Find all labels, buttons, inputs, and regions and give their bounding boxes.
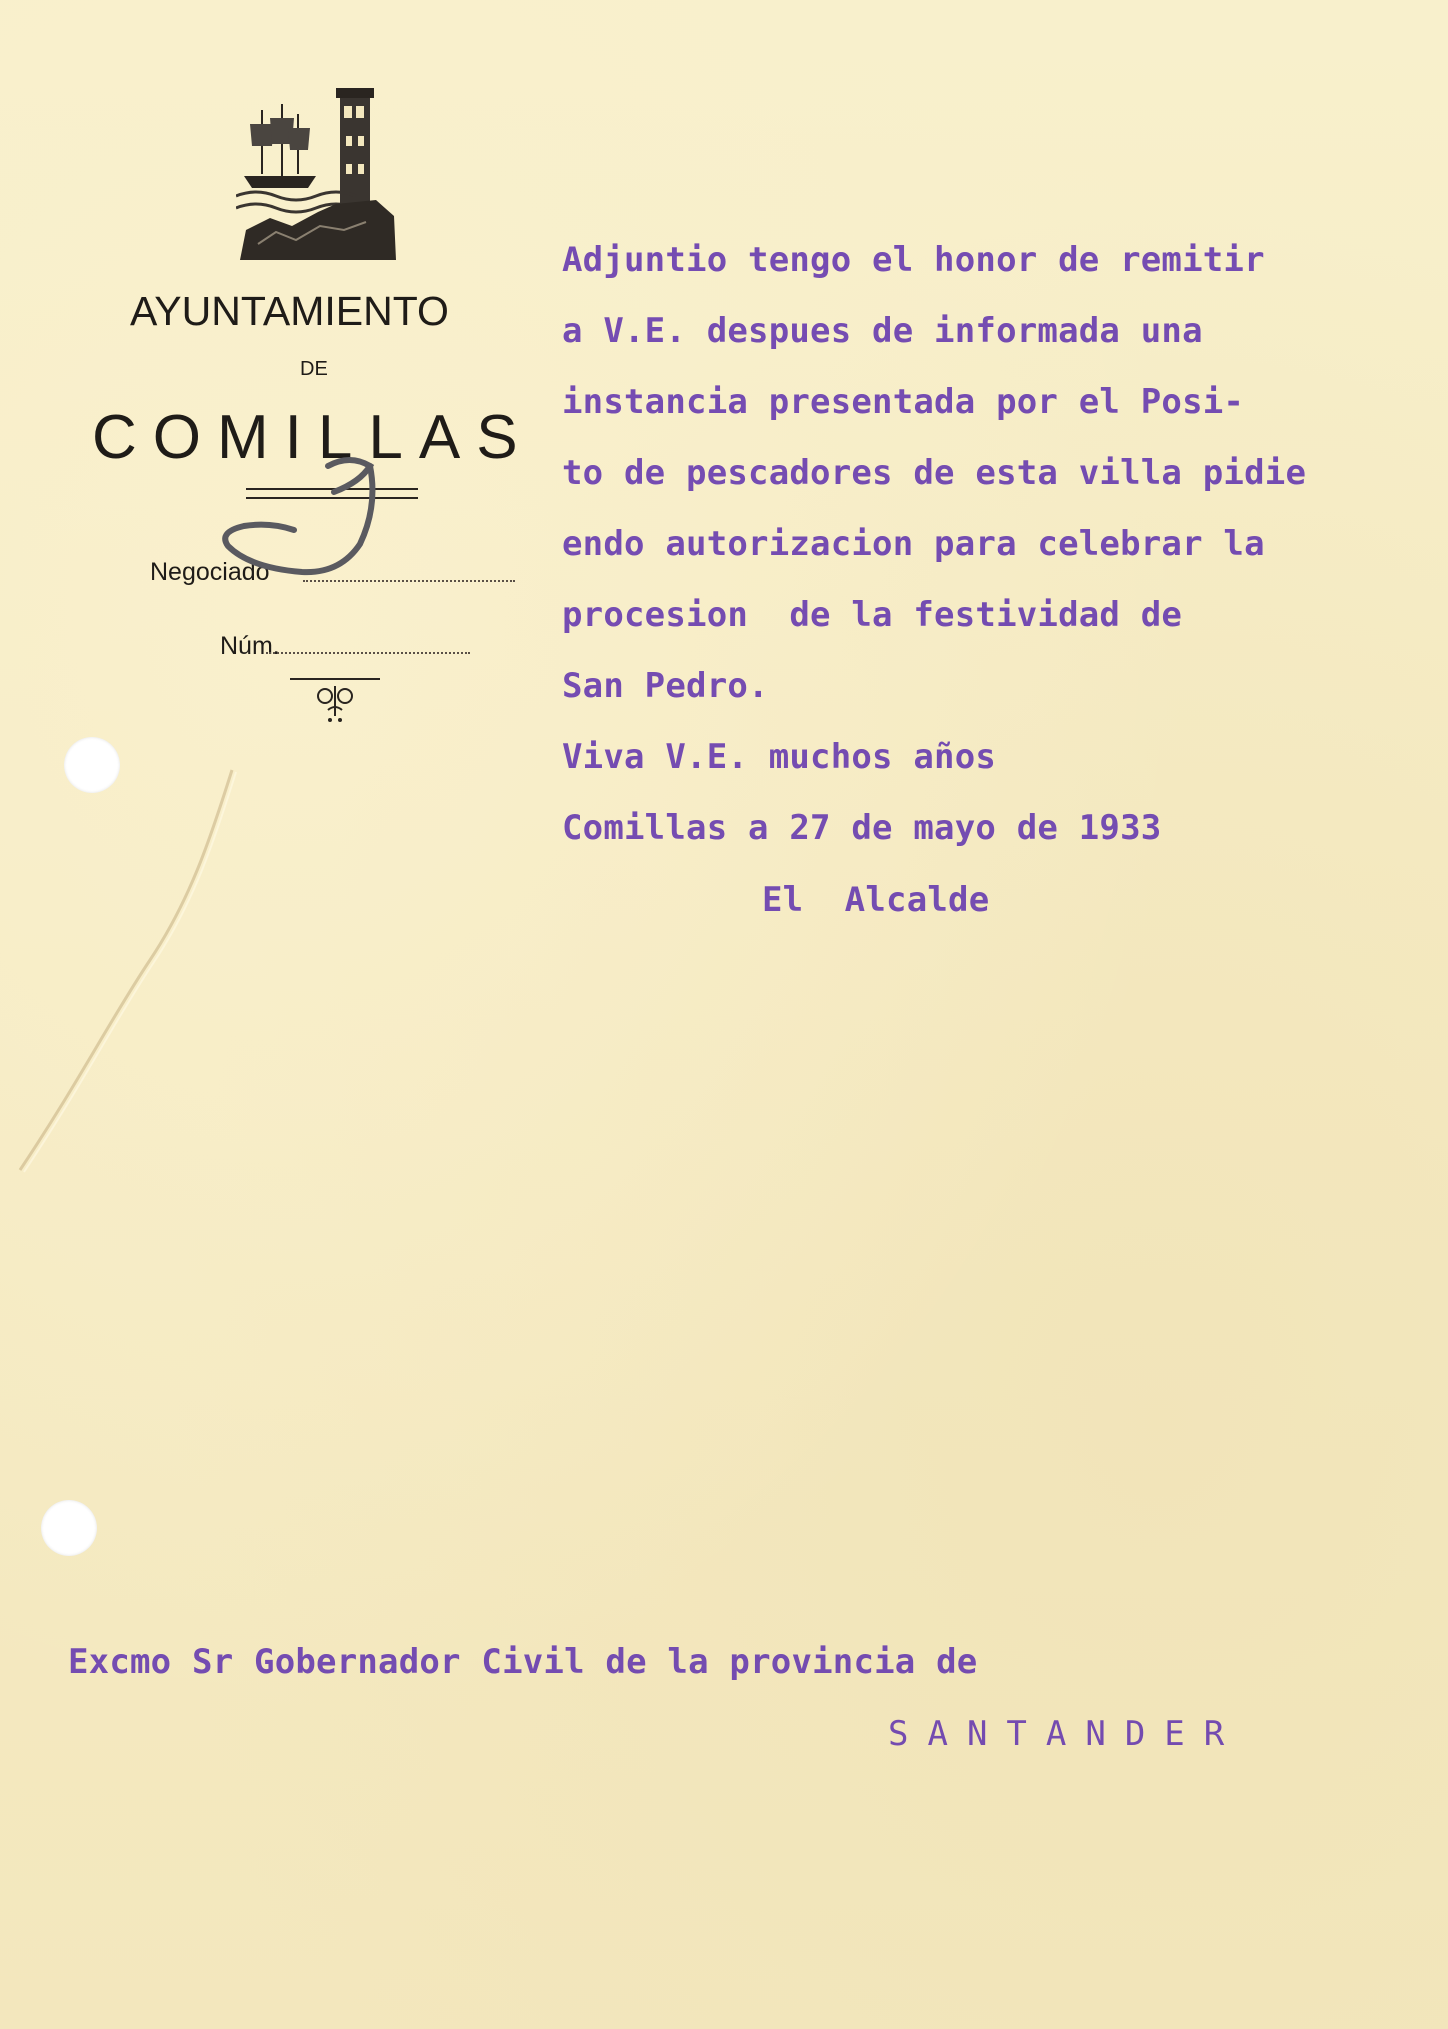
punch-hole xyxy=(64,737,120,793)
letter-body-line: San Pedro. xyxy=(562,666,769,706)
num-label: Núm. xyxy=(220,632,280,660)
letter-body-line: a V.E. despues de informada una xyxy=(562,311,1203,351)
punch-hole xyxy=(41,1500,97,1556)
negociado-label: Negociado xyxy=(150,558,270,586)
letter-date: Comillas a 27 de mayo de 1933 xyxy=(562,808,1162,848)
letter-body-line: endo autorizacion para celebrar la xyxy=(562,524,1265,564)
letter-body-line: to de pescadores de esta villa pidie xyxy=(562,453,1307,493)
fleuron-ornament-icon xyxy=(290,676,380,726)
handwritten-number-mark xyxy=(210,436,440,586)
letter-addressee: Excmo Sr Gobernador Civil de la provincia de xyxy=(68,1642,978,1682)
letter-body-line: procesion de la festividad de xyxy=(562,595,1183,635)
letter-body-line: Adjuntio tengo el honor de remitir xyxy=(562,240,1265,280)
num-line xyxy=(266,652,470,654)
letter-body-line: instancia presentada por el Posi- xyxy=(562,382,1245,422)
letterhead-title: AYUNTAMIENTO xyxy=(130,288,449,334)
letterhead-de: DE xyxy=(300,358,328,380)
letter-closing: Viva V.E. muchos años xyxy=(562,737,997,777)
ship-and-lighthouse-emblem-icon xyxy=(236,84,396,260)
letter-city: SANTANDER xyxy=(888,1714,1244,1754)
letter-signatory: El Alcalde xyxy=(762,880,990,920)
letterhead-town: COMILLAS xyxy=(92,403,534,472)
